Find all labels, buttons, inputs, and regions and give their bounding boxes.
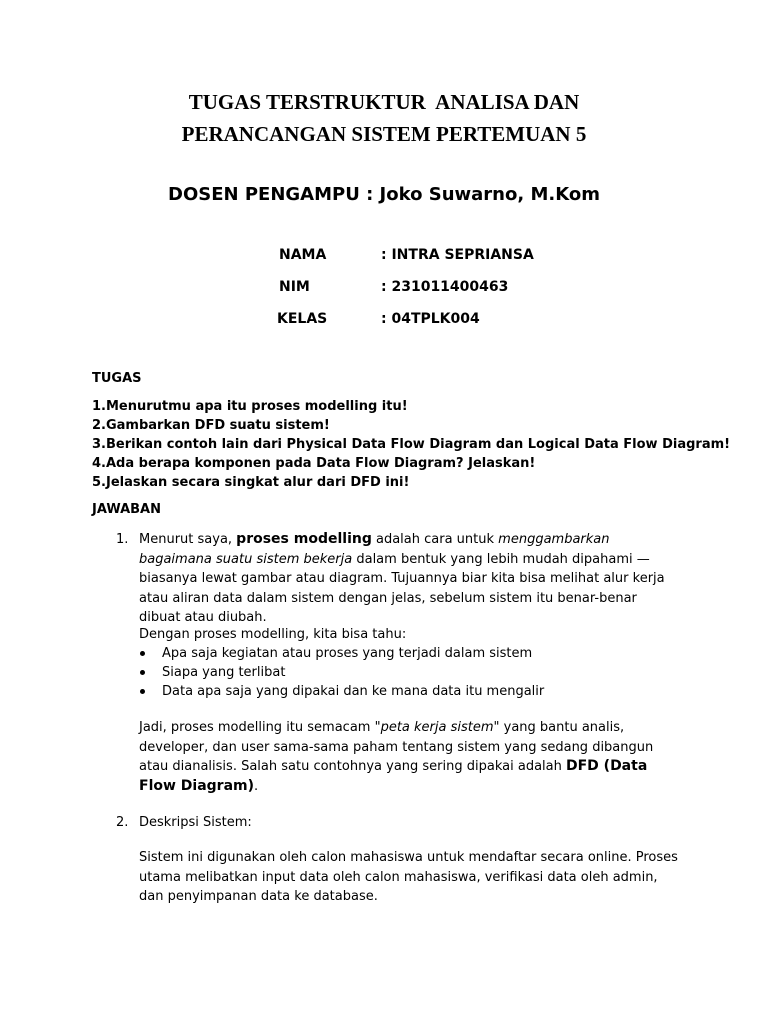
task-item-5: 5.Jelaskan secara singkat alur dari DFD ini! bbox=[92, 475, 410, 490]
bullet-item: Siapa yang terlibat bbox=[139, 663, 544, 682]
answer-1-paragraph-3 bbox=[139, 718, 679, 796]
answer-1-p3-bold: DFD (Data Flow Diagram) bbox=[139, 758, 648, 794]
task-item-2: 2.Gambarkan DFD suatu sistem! bbox=[92, 418, 330, 433]
answer-1-p1-italic: menggambarkan bagaimana suatu sistem bekerja bbox=[139, 532, 610, 567]
answer-1-p1-prefix: Menurut saya, bbox=[139, 532, 237, 547]
tugas-heading: TUGAS bbox=[92, 371, 142, 386]
jawaban-heading: JAWABAN bbox=[92, 502, 161, 517]
student-name-value: : INTRA SEPRIANSA bbox=[381, 247, 534, 263]
task-item-4: 4.Ada berapa komponen pada Data Flow Diagram? Jelaskan! bbox=[92, 456, 536, 471]
title-line-1: TUGAS TERSTRUKTUR ANALISA DAN bbox=[188, 90, 580, 114]
answer-2-heading: Deskripsi Sistem: bbox=[139, 815, 252, 830]
answer-2-number: 2. bbox=[116, 815, 129, 830]
answer-1-paragraph-2: Dengan proses modelling, kita bisa tahu: bbox=[139, 627, 407, 642]
answer-1-p1-bold: proses modelling bbox=[236, 531, 372, 547]
task-item-3: 3.Berikan contoh lain dari Physical Data Flow Diagram dan Logical Data Flow Diagram! bbox=[92, 437, 731, 452]
answer-1-p3-mid: yang bantu analis, developer, dan user sama-sama paham tentang sistem yang sedang dibangun atau dianalisis. Salah satu contohnya yang sering dipakai adalah bbox=[139, 720, 654, 774]
title-line-2: PERANCANGAN SISTEM PERTEMUAN 5 bbox=[181, 122, 587, 146]
task-list bbox=[92, 397, 730, 492]
answer-1-p1-mid: adalah cara untuk bbox=[371, 532, 499, 547]
task-item-1: 1.Menurutmu apa itu proses modelling itu! bbox=[92, 399, 408, 414]
answer-1-p1-rest: dalam bentuk yang lebih mudah dipahami — biasanya lewat gambar atau diagram. Tujuannya biar kita bisa melihat alur kerja atau aliran data dalam sistem dengan jelas, sebelum sistem itu benar-benar dibuat atau diubah. bbox=[139, 551, 665, 625]
student-nim-label: NIM bbox=[279, 279, 310, 295]
bullet-item: Data apa saja yang dipakai dan ke mana data itu mengalir bbox=[139, 682, 544, 701]
student-name-label: NAMA bbox=[279, 247, 327, 263]
lecturer-line: DOSEN PENGAMPU : Joko Suwarno, M.Kom bbox=[168, 184, 600, 205]
answer-1-paragraph-1 bbox=[139, 530, 679, 628]
answer-2-paragraph-1: Sistem ini digunakan oleh calon mahasiswa untuk mendaftar secara online. Proses utama melibatkan input data oleh calon mahasiswa, verifikasi data oleh admin, dan penyimpanan data ke database. bbox=[139, 850, 678, 904]
student-class-value: : 04TPLK004 bbox=[381, 311, 480, 327]
answer-1-p3-prefix: Jadi, proses modelling itu semacam bbox=[139, 720, 375, 735]
bullet-item: Apa saja kegiatan atau proses yang terjadi dalam sistem bbox=[139, 644, 544, 663]
answer-1-number: 1. bbox=[116, 532, 129, 547]
answer-1-bullet-list bbox=[139, 644, 544, 701]
answer-1-p3-end: . bbox=[254, 778, 259, 794]
student-nim-value: : 231011400463 bbox=[381, 279, 509, 295]
document-title bbox=[0, 86, 768, 150]
student-class-label: KELAS bbox=[277, 311, 328, 327]
answer-1-p3-italic: "peta kerja sistem" bbox=[374, 720, 500, 735]
